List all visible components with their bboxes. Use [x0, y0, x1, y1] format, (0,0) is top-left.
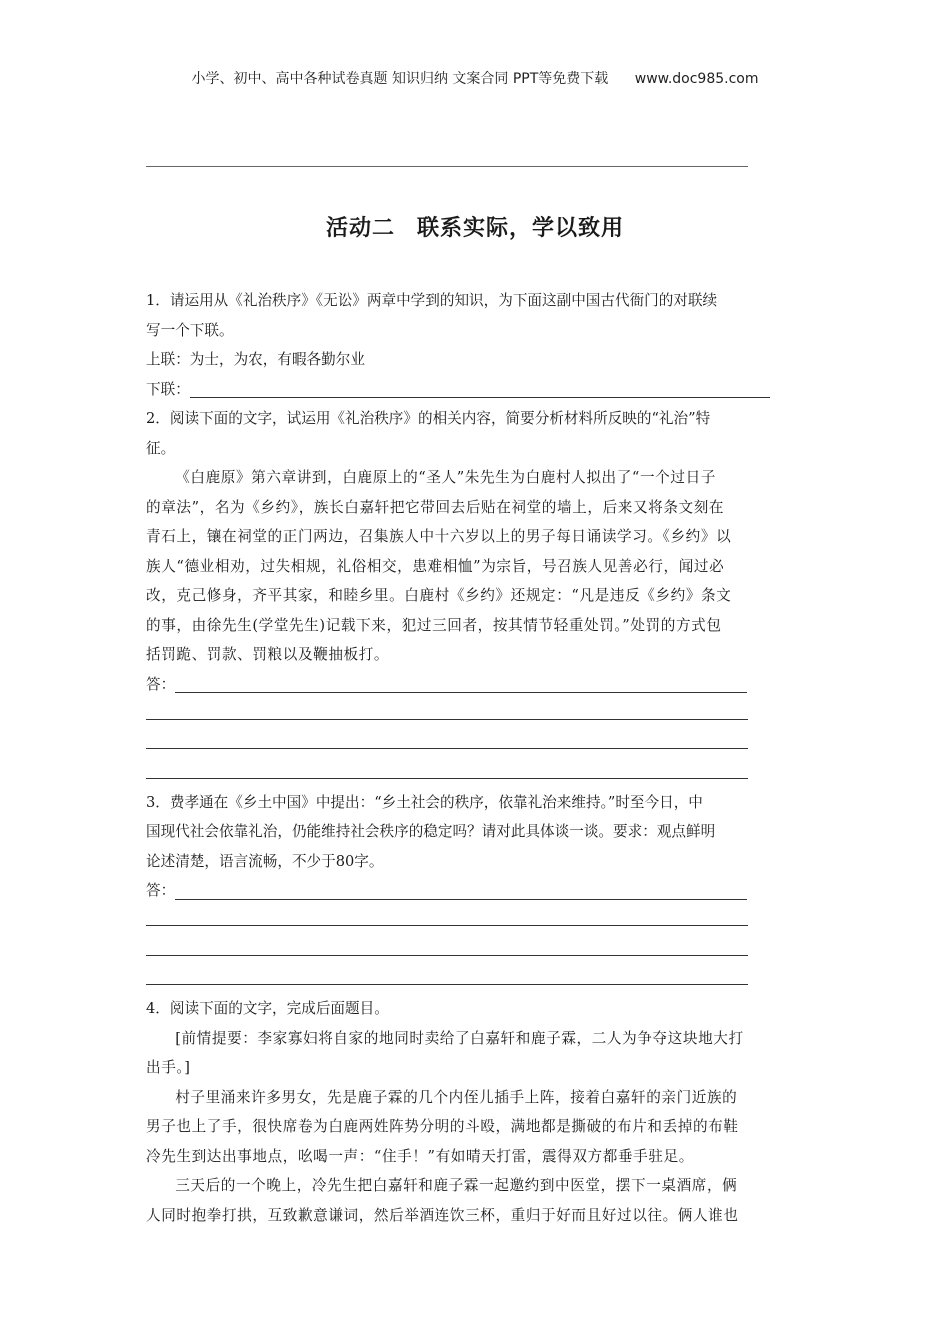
q2-answer-row — [146, 670, 806, 700]
q3-line: 3．费孝通在《乡土中国》中提出：“乡土社会的秩序，依靠礼治来维持。”时至今日，中 — [146, 793, 703, 811]
q1-upper-couplet: 上联：为士，为农，有暇各勤尔业 — [146, 351, 365, 368]
q1-lower-row — [146, 375, 806, 405]
q4-passage-line: 冷先生到达出事地点，吆喝一声：“住手！”有如晴天打雷，震得双方都垂手驻足。 — [146, 1147, 694, 1165]
title-part1: 活动二 — [325, 216, 395, 241]
q3-answer-row — [146, 876, 806, 906]
q3-line: 论述清楚，语言流畅，不少于80字。 — [146, 852, 384, 870]
q4-intro: 4．阅读下面的文字，完成后面题目。 — [146, 1000, 389, 1017]
q4-passage-line: 人同时抱拳打拱，互致歉意谦词，然后举酒连饮三杯，重归于好而且好过以往。俩人谁也 — [146, 1206, 739, 1224]
q3-answer-blank[interactable] — [146, 906, 806, 936]
q1-line: 1．请运用从《礼治秩序》《无讼》两章中学到的知识，为下面这副中国古代衙门的对联续 — [146, 292, 718, 309]
worksheet-content — [146, 286, 806, 1230]
q3-answer-blank[interactable] — [146, 965, 806, 995]
header-text: 小学、初中、高中各种试卷真题 知识归纳 文案合同 PPT等免费下载 — [191, 71, 609, 87]
page-header — [0, 68, 950, 88]
q3-line: 国现代社会依靠礼治，仍能维持社会秩序的稳定吗？请对此具体谈一谈。要求：观点鲜明 — [146, 823, 716, 840]
q2-answer-blank[interactable] — [146, 699, 806, 729]
q2-passage-line: 改，克己修身，齐平其家，和睦乡里。白鹿村《乡约》还规定：“凡是违反《乡约》条文 — [146, 587, 732, 604]
header-site: www.doc985.com — [634, 71, 759, 87]
q4-passage-line: 男子也上了手，很快席卷为白鹿两姓阵势分明的斗殴，满地都是撕破的布片和丢掉的布鞋 — [146, 1118, 739, 1135]
page-title — [0, 211, 950, 242]
title-part2: 联系实际，学以致用 — [417, 216, 625, 241]
q2-passage-line: 的事，由徐先生(学堂先生)记载下来，犯过三回者，按其情节轻重处罚。”处罚的方式包 — [146, 616, 722, 634]
q4-passage-line: 出手。] — [146, 1059, 191, 1076]
q2-passage-line: 的章法”，名为《乡约》，族长白嘉轩把它带回去后贴在祠堂的墙上，后来又将条文刻在 — [146, 498, 725, 516]
header-rule — [146, 166, 748, 167]
q3-answer-label: 答： — [146, 882, 176, 899]
q2-passage-line: 《白鹿原》第六章讲到，白鹿原上的“圣人”朱先生为白鹿村人拟出了“一个过日子 — [175, 469, 716, 486]
q1-lower-label: 下联： — [146, 380, 190, 398]
q2-passage-line: 括罚跪、罚款、罚粮以及鞭抽板打。 — [146, 646, 390, 663]
q2-answer-blank[interactable] — [146, 729, 806, 759]
q3-answer-line[interactable] — [175, 883, 747, 900]
q2-answer-label: 答： — [146, 675, 176, 693]
q4-passage-line: [前情提要：李家寡妇将自家的地同时卖给了白嘉轩和鹿子霖，二人为争夺这块地大打 — [175, 1029, 744, 1047]
q4-passage-line: 村子里涌来许多男女，先是鹿子霖的几个内侄儿插手上阵，接着白嘉轩的亲门近族的 — [175, 1088, 738, 1106]
q2-answer-blank[interactable] — [146, 758, 806, 788]
q2-answer-line[interactable] — [175, 676, 747, 693]
q4-passage-line: 三天后的一个晚上，冷先生把白嘉轩和鹿子霖一起邀约到中医堂，摆下一桌酒席，俩 — [175, 1177, 738, 1194]
q3-answer-blank[interactable] — [146, 935, 806, 965]
q2-passage-line: 青石上，镶在祠堂的正门两边，召集族人中十六岁以上的男子每日诵读学习。《乡约》以 — [146, 528, 732, 545]
q1-line: 写一个下联。 — [146, 321, 234, 339]
q2-line: 征。 — [146, 439, 176, 457]
q2-line: 2．阅读下面的文字，试运用《礼治秩序》的相关内容，简要分析材料所反映的“礼治”特 — [146, 410, 711, 427]
q1-answer-line[interactable] — [190, 381, 770, 398]
q2-passage-line: 族人“德业相劝，过失相规，礼俗相交，患难相恤”为宗旨，号召族人见善必行，闻过必 — [146, 557, 725, 575]
